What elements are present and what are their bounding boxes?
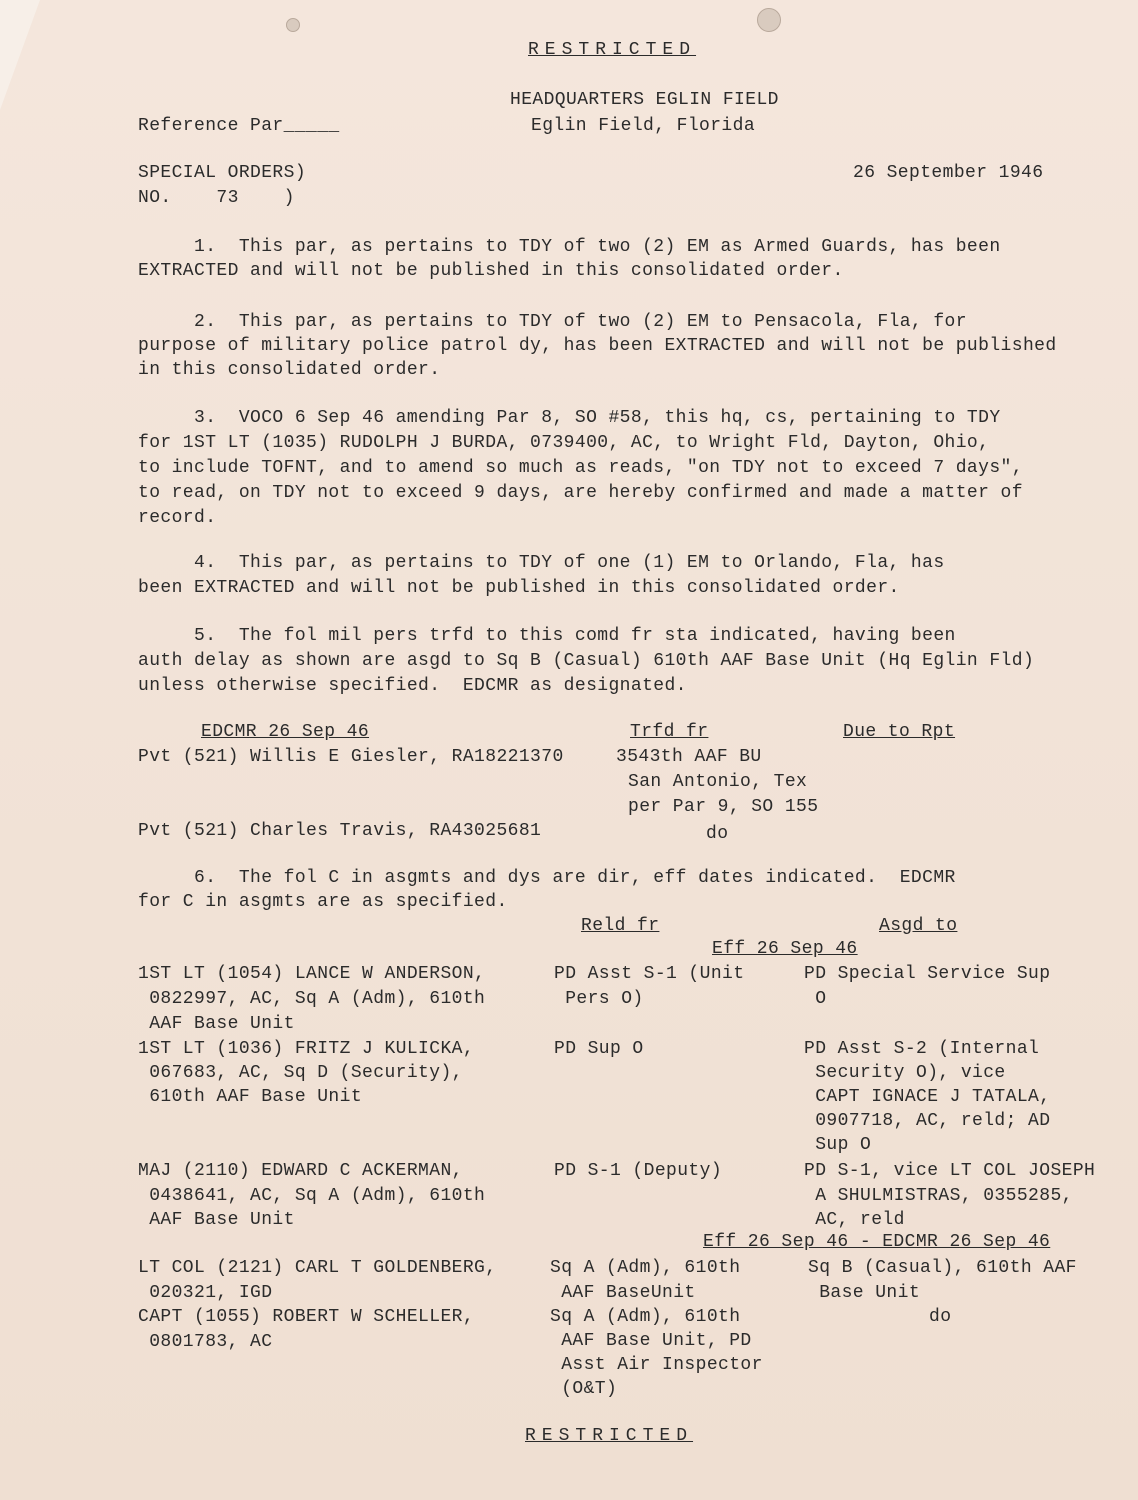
special-orders-label: SPECIAL ORDERS) (138, 163, 307, 183)
paragraph-line: to include TOFNT, and to amend so much as reads, "on TDY not to exceed 7 days", (138, 458, 1023, 478)
column-header-reld-fr: Reld fr (581, 916, 660, 936)
transfer-row-from: San Antonio, Tex (628, 772, 808, 792)
transfer-row-name: Pvt (521) Willis E Giesler, RA18221370 (138, 747, 564, 767)
assignment-to: A SHULMISTRAS, 0355285, (804, 1186, 1073, 1206)
transfer-row-from: per Par 9, SO 155 (628, 797, 819, 817)
assignment-name: 610th AAF Base Unit (138, 1087, 363, 1107)
transfer-row-from: do (706, 824, 729, 844)
assignment-name: AAF Base Unit (138, 1210, 295, 1230)
assignment-name: 1ST LT (1054) LANCE W ANDERSON, (138, 964, 486, 984)
paragraph-line: record. (138, 508, 217, 528)
assignment-name: MAJ (2110) EDWARD C ACKERMAN, (138, 1161, 463, 1181)
order-number: NO. 73 ) (138, 188, 295, 208)
assignment-to: CAPT IGNACE J TATALA, (804, 1087, 1051, 1107)
column-header-asgd-to: Asgd to (879, 916, 958, 936)
assignment-to: Security O), vice (804, 1063, 1006, 1083)
paragraph-line: unless otherwise specified. EDCMR as designated. (138, 676, 687, 696)
effective-date-heading: Eff 26 Sep 46 - EDCMR 26 Sep 46 (703, 1232, 1051, 1252)
assignment-to: Sq B (Casual), 610th AAF (808, 1258, 1077, 1278)
classification-bottom: RESTRICTED (525, 1426, 694, 1446)
paragraph-line: in this consolidated order. (138, 360, 441, 380)
assignment-from: (O&T) (550, 1379, 618, 1399)
assignment-from: Sq A (Adm), 610th (550, 1307, 741, 1327)
column-header-due-to-rpt: Due to Rpt (843, 722, 956, 742)
assignment-to: O (804, 989, 827, 1009)
assignment-to: Sup O (804, 1135, 872, 1155)
assignment-to: 0907718, AC, reld; AD (804, 1111, 1051, 1131)
punch-hole-right (757, 8, 781, 32)
assignment-to: PD Asst S-2 (Internal (804, 1039, 1040, 1059)
assignment-name: LT COL (2121) CARL T GOLDENBERG, (138, 1258, 497, 1278)
paragraph-line: 6. The fol C in asgmts and dys are dir, eff dates indicated. EDCMR (138, 868, 956, 888)
assignment-from: PD Sup O (554, 1039, 644, 1059)
order-date: 26 September 1946 (853, 163, 1044, 183)
paragraph-line: for C in asgmts are as specified. (138, 892, 508, 912)
headquarters-title: HEADQUARTERS EGLIN FIELD (510, 90, 779, 110)
assignment-name: 067683, AC, Sq D (Security), (138, 1063, 463, 1083)
paragraph-line: to read, on TDY not to exceed 9 days, are hereby confirmed and made a matter of (138, 483, 1023, 503)
assignment-name: 020321, IGD (138, 1283, 273, 1303)
assignment-to: PD Special Service Sup (804, 964, 1051, 984)
assignment-from: Sq A (Adm), 610th (550, 1258, 741, 1278)
effective-date-heading: Eff 26 Sep 46 (712, 939, 858, 959)
assignment-to: PD S-1, vice LT COL JOSEPH (804, 1161, 1096, 1181)
location-line: Eglin Field, Florida (531, 116, 756, 136)
assignment-to: do (873, 1307, 952, 1327)
assignment-to: Base Unit (808, 1283, 921, 1303)
column-header-trfd-fr: Trfd fr (630, 722, 709, 742)
transfer-row-from: 3543th AAF BU (616, 747, 762, 767)
assignment-name: 1ST LT (1036) FRITZ J KULICKA, (138, 1039, 475, 1059)
classification-top: RESTRICTED (528, 40, 697, 60)
paragraph-line: auth delay as shown are asgd to Sq B (Casual) 610th AAF Base Unit (Hq Eglin Fld) (138, 651, 1035, 671)
paragraph-line: 1. This par, as pertains to TDY of two (2) EM as Armed Guards, has been (138, 237, 1001, 257)
paragraph-line: 4. This par, as pertains to TDY of one (1) EM to Orlando, Fla, has (138, 553, 945, 573)
paragraph-line: EXTRACTED and will not be published in this consolidated order. (138, 261, 844, 281)
transfer-row-name: Pvt (521) Charles Travis, RA43025681 (138, 821, 542, 841)
assignment-name: 0801783, AC (138, 1332, 273, 1352)
assignment-name: 0438641, AC, Sq A (Adm), 610th (138, 1186, 486, 1206)
paragraph-line: 5. The fol mil pers trfd to this comd fr sta indicated, having been (138, 626, 956, 646)
assignment-from: Pers O) (554, 989, 644, 1009)
edcmr-heading: EDCMR 26 Sep 46 (201, 722, 370, 742)
paragraph-line: for 1ST LT (1035) RUDOLPH J BURDA, 0739400, AC, to Wright Fld, Dayton, Ohio, (138, 433, 990, 453)
paragraph-line: 2. This par, as pertains to TDY of two (2) EM to Pensacola, Fla, for (138, 312, 967, 332)
assignment-to: AC, reld (804, 1210, 905, 1230)
assignment-name: AAF Base Unit (138, 1014, 295, 1034)
paragraph-line: 3. VOCO 6 Sep 46 amending Par 8, SO #58, this hq, cs, pertaining to TDY (138, 408, 1001, 428)
paragraph-line: purpose of military police patrol dy, has been EXTRACTED and will not be published (138, 336, 1057, 356)
assignment-from: Asst Air Inspector (550, 1355, 763, 1375)
paragraph-line: been EXTRACTED and will not be published in this consolidated order. (138, 578, 900, 598)
assignment-name: CAPT (1055) ROBERT W SCHELLER, (138, 1307, 475, 1327)
assignment-from: AAF Base Unit, PD (550, 1331, 752, 1351)
punch-hole-left (286, 18, 300, 32)
assignment-from: PD Asst S-1 (Unit (554, 964, 745, 984)
folded-corner (0, 0, 40, 110)
assignment-name: 0822997, AC, Sq A (Adm), 610th (138, 989, 486, 1009)
reference-par: Reference Par_____ (138, 116, 340, 136)
assignment-from: PD S-1 (Deputy) (554, 1161, 723, 1181)
assignment-from: AAF BaseUnit (550, 1283, 696, 1303)
